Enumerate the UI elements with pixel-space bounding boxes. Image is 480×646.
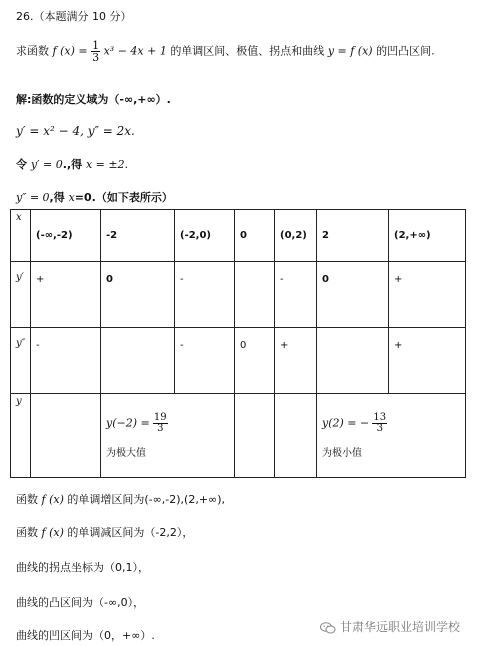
prompt-prefix: 求函数 (16, 44, 49, 58)
fraction-one-third (91, 40, 100, 63)
first-deriv-eq: y′ = 0 (30, 158, 63, 171)
cell-yprime-5: - (275, 262, 317, 328)
min-lhs: y(2) = − (322, 416, 370, 429)
col-interval-1: (-∞,-2) (31, 210, 101, 262)
table-header-row (11, 210, 466, 262)
derivatives-line: y′ = x² − 4, y″ = 2x. (16, 124, 135, 138)
dec-func: f (x) (41, 526, 64, 539)
max-den: 3 (157, 422, 164, 434)
cell-y-1 (31, 394, 101, 478)
prompt-suffix-a: 的单调区间、极值、拐点和曲线 (170, 44, 325, 58)
col-point-0: 0 (235, 210, 275, 262)
cell-y-min (317, 394, 466, 478)
max-note: 为极大值 (106, 447, 146, 459)
cell-ypp-7: + (389, 328, 466, 394)
function-rhs: x³ − 4x + 1 (103, 44, 167, 58)
first-deriv-result: x = ±2. (85, 158, 129, 171)
second-deriv-eq: y″ = 0 (16, 191, 50, 204)
inc-func: f (x) (41, 493, 64, 506)
set-prefix: 令 (16, 158, 27, 171)
set-mid: .,得 (62, 158, 83, 171)
label-y: y (11, 394, 31, 478)
cell-ypp-5: + (275, 328, 317, 394)
inflection-point: 曲线的拐点坐标为（0,1）， (16, 561, 149, 574)
concave-interval: 曲线的凹区间为（0，+∞）. (16, 629, 155, 642)
cell-y-3 (235, 394, 275, 478)
problem-statement (16, 40, 435, 63)
header-x: x (11, 210, 31, 262)
table-row-yprime (11, 262, 466, 328)
col-interval-3: (0,2) (275, 210, 317, 262)
min-den: 3 (376, 422, 383, 434)
frac-numerator: 1 (92, 39, 100, 52)
max-num: 19 (153, 411, 167, 423)
max-fraction (153, 413, 168, 434)
cell-ypp-6 (317, 328, 389, 394)
second-deriv-x: x (68, 191, 75, 204)
inc-text: 的单调增区间为(-∞,-2),(2,+∞), (67, 493, 225, 506)
min-num: 13 (373, 411, 387, 423)
label-yprime: y′ (11, 262, 31, 328)
wechat-icon (320, 622, 336, 634)
solution-domain: 解:函数的定义域为（-∞,+∞）. (16, 93, 171, 106)
inc-prefix: 函数 (16, 493, 38, 506)
table-row-y (11, 394, 466, 478)
first-derivative-zero (16, 156, 128, 172)
decreasing-interval (16, 524, 193, 540)
max-lhs: y(−2) = (106, 416, 150, 429)
col-interval-2: (-2,0) (175, 210, 235, 262)
cell-ypp-4: 0 (235, 328, 275, 394)
second-tail: =0.（如下表所示） (74, 191, 173, 204)
problem-number: 26. (16, 10, 34, 23)
prompt-suffix-b: 的凹凸区间. (376, 44, 435, 58)
min-fraction (372, 413, 387, 434)
curve-equation: y = f (x) (327, 44, 373, 58)
watermark (320, 618, 460, 635)
score-note: （本题满分 10 分） (33, 10, 132, 23)
cell-yprime-2: 0 (101, 262, 175, 328)
sign-table (10, 209, 466, 478)
col-point-neg2: -2 (101, 210, 175, 262)
col-interval-4: (2,+∞) (389, 210, 466, 262)
label-ydoubleprime: y″ (11, 328, 31, 394)
cell-yprime-3: - (175, 262, 235, 328)
second-derivative-zero (16, 189, 173, 205)
cell-yprime-6: 0 (317, 262, 389, 328)
cell-y-4 (275, 394, 317, 478)
convex-interval: 曲线的凸区间为（-∞,0）， (16, 596, 145, 609)
frac-denominator: 3 (92, 51, 100, 64)
second-mid: ,得 (49, 191, 65, 204)
watermark-text: 甘肃华远职业培训学校 (340, 620, 461, 634)
cell-yprime-7: + (389, 262, 466, 328)
dec-prefix: 函数 (16, 526, 38, 539)
cell-ypp-2 (101, 328, 175, 394)
function-lhs: f (x) = (52, 44, 88, 58)
cell-yprime-1: + (31, 262, 101, 328)
cell-y-max (101, 394, 235, 478)
problem-statement-header (16, 8, 132, 24)
cell-yprime-4 (235, 262, 275, 328)
cell-ypp-1: - (31, 328, 101, 394)
table-row-ydoubleprime (11, 328, 466, 394)
increasing-interval (16, 491, 225, 507)
col-point-2: 2 (317, 210, 389, 262)
cell-ypp-3: - (175, 328, 235, 394)
dec-text: 的单调减区间为（-2,2）， (67, 526, 194, 539)
min-note: 为极小值 (322, 447, 362, 459)
